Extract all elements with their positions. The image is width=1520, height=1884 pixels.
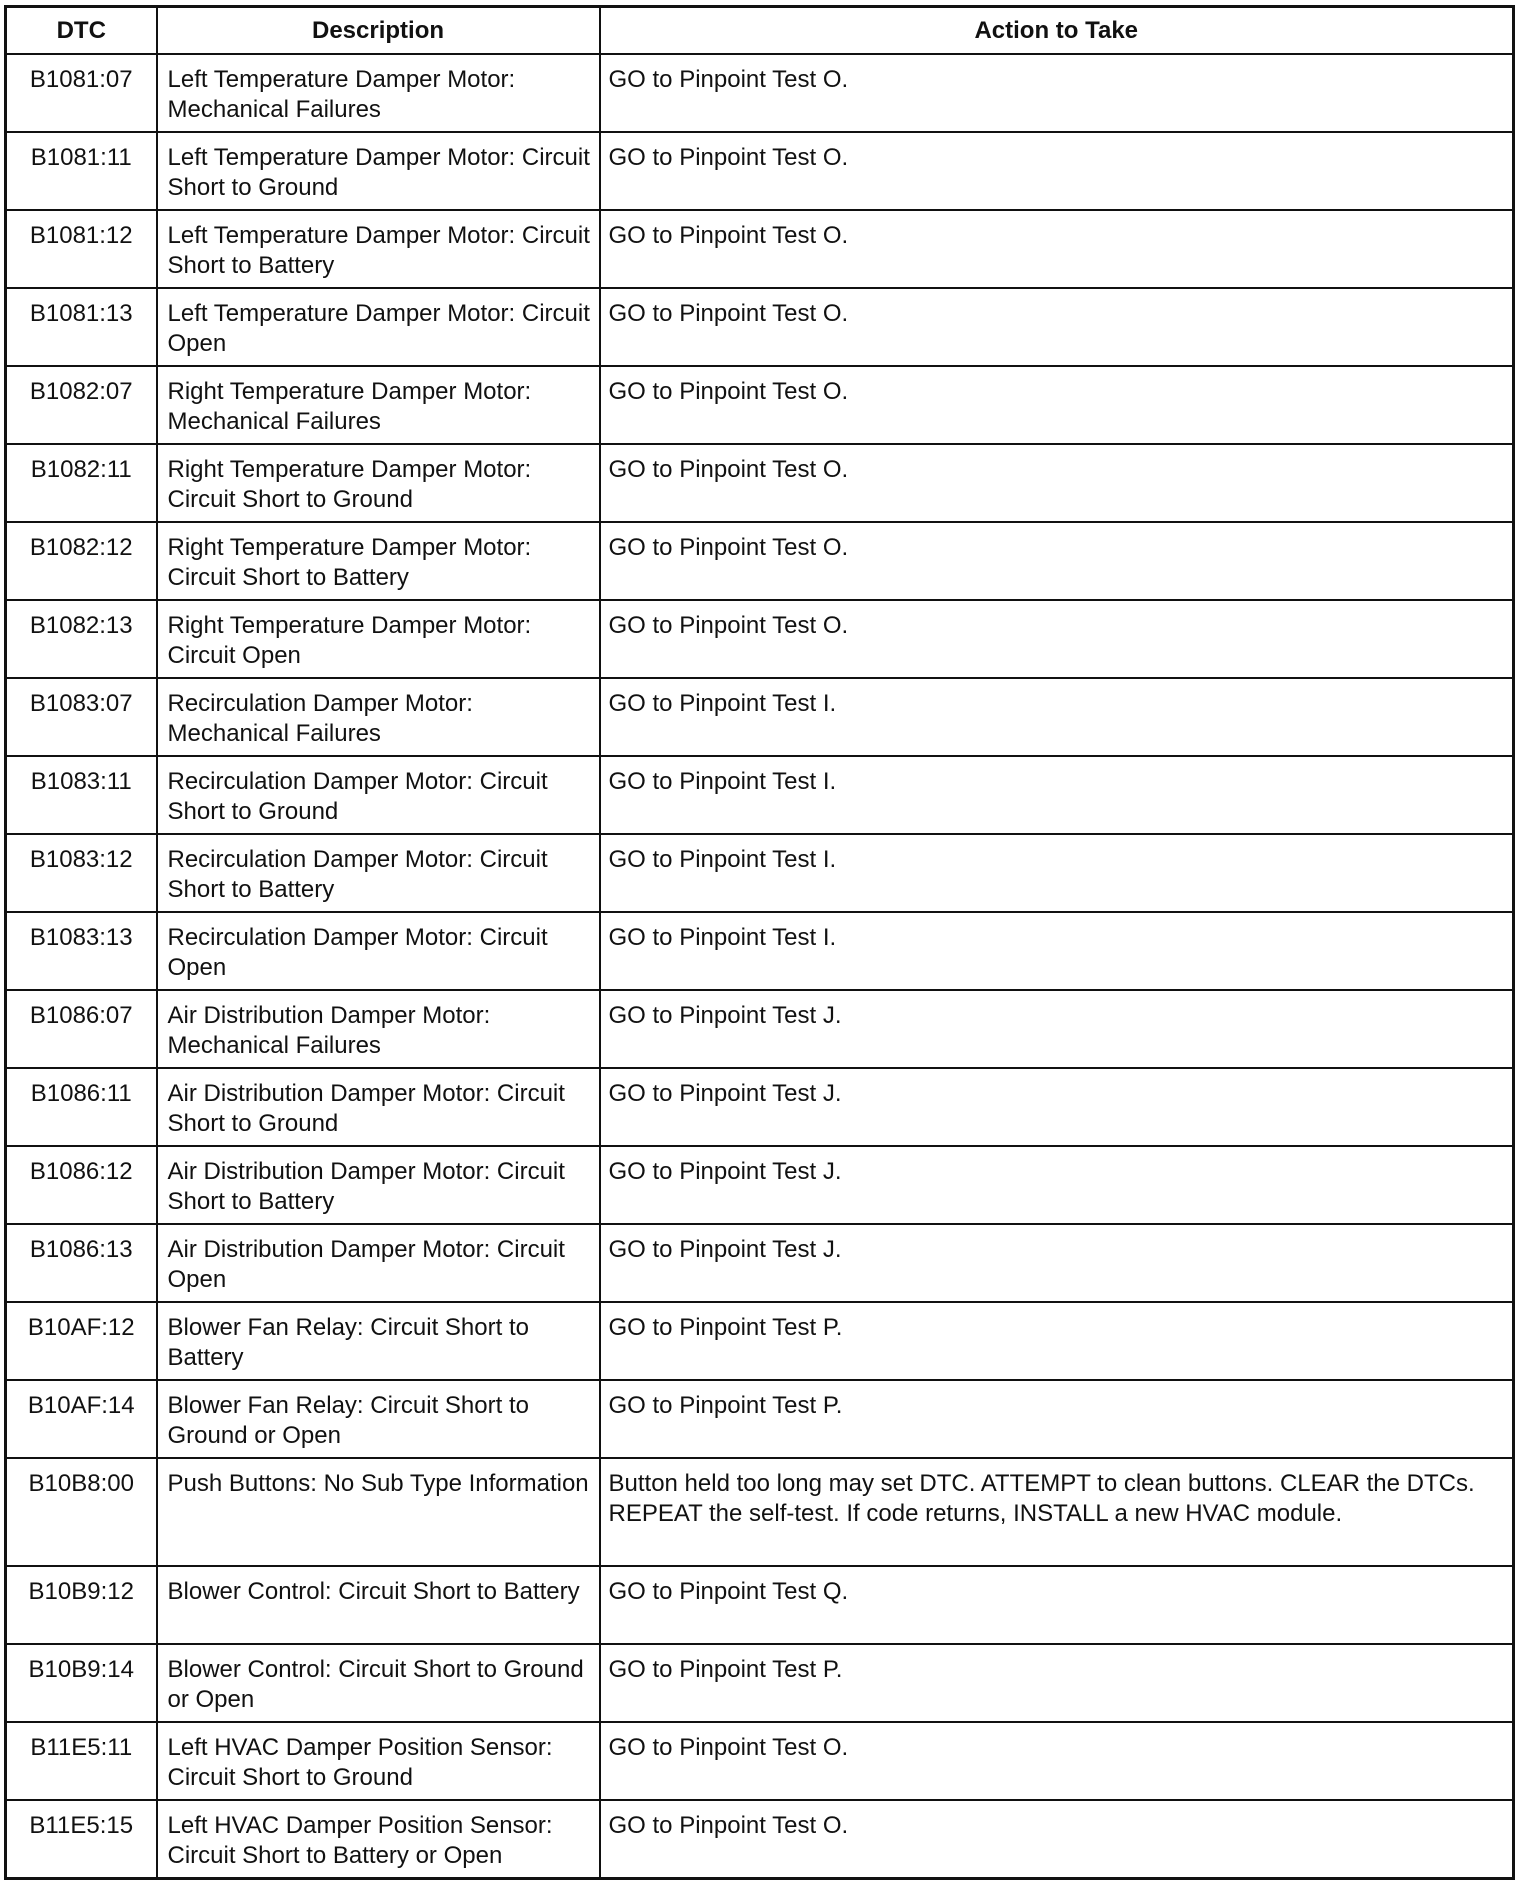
description-cell: Air Distribution Damper Motor: Circuit Short to Battery <box>157 1146 600 1224</box>
dtc-cell: B10B8:00 <box>6 1458 157 1566</box>
dtc-cell: B1086:11 <box>6 1068 157 1146</box>
dtc-table-container <box>4 5 1512 1880</box>
dtc-cell: B10AF:14 <box>6 1380 157 1458</box>
dtc-cell: B1081:07 <box>6 54 157 132</box>
description-cell: Right Temperature Damper Motor: Mechanical Failures <box>157 366 600 444</box>
description-cell: Left HVAC Damper Position Sensor: Circuit Short to Battery or Open <box>157 1800 600 1878</box>
description-cell: Recirculation Damper Motor: Circuit Short to Ground <box>157 756 600 834</box>
dtc-cell: B11E5:15 <box>6 1800 157 1878</box>
description-cell: Recirculation Damper Motor: Circuit Open <box>157 912 600 990</box>
action-cell: GO to Pinpoint Test O. <box>600 366 1514 444</box>
description-cell: Air Distribution Damper Motor: Circuit Short to Ground <box>157 1068 600 1146</box>
dtc-cell: B1083:13 <box>6 912 157 990</box>
table-row <box>6 1302 1514 1380</box>
action-cell: GO to Pinpoint Test J. <box>600 1224 1514 1302</box>
dtc-cell: B1086:13 <box>6 1224 157 1302</box>
table-row <box>6 1566 1514 1644</box>
table-row <box>6 1224 1514 1302</box>
table-row <box>6 132 1514 210</box>
description-cell: Recirculation Damper Motor: Mechanical Failures <box>157 678 600 756</box>
action-cell: GO to Pinpoint Test O. <box>600 522 1514 600</box>
column-header-dtc: DTC <box>6 7 157 55</box>
dtc-cell: B11E5:11 <box>6 1722 157 1800</box>
table-row <box>6 1068 1514 1146</box>
table-body <box>6 54 1514 1878</box>
table-header-row <box>6 7 1514 55</box>
dtc-cell: B1083:12 <box>6 834 157 912</box>
dtc-cell: B1082:13 <box>6 600 157 678</box>
description-cell: Left Temperature Damper Motor: Circuit Short to Battery <box>157 210 600 288</box>
table-row <box>6 1458 1514 1566</box>
action-cell: GO to Pinpoint Test O. <box>600 1800 1514 1878</box>
dtc-cell: B1083:07 <box>6 678 157 756</box>
dtc-table <box>4 5 1515 1880</box>
action-cell: GO to Pinpoint Test J. <box>600 1068 1514 1146</box>
action-cell: GO to Pinpoint Test O. <box>600 600 1514 678</box>
action-cell: GO to Pinpoint Test O. <box>600 54 1514 132</box>
action-cell: GO to Pinpoint Test I. <box>600 912 1514 990</box>
table-row <box>6 1722 1514 1800</box>
table-row <box>6 288 1514 366</box>
table-row <box>6 1146 1514 1224</box>
dtc-cell: B1081:13 <box>6 288 157 366</box>
dtc-cell: B1086:07 <box>6 990 157 1068</box>
description-cell: Right Temperature Damper Motor: Circuit Short to Ground <box>157 444 600 522</box>
column-header-description: Description <box>157 7 600 55</box>
action-cell: GO to Pinpoint Test J. <box>600 1146 1514 1224</box>
table-row <box>6 1380 1514 1458</box>
dtc-cell: B1081:11 <box>6 132 157 210</box>
dtc-cell: B1082:12 <box>6 522 157 600</box>
description-cell: Left Temperature Damper Motor: Circuit Open <box>157 288 600 366</box>
table-row <box>6 210 1514 288</box>
table-row <box>6 600 1514 678</box>
action-cell: GO to Pinpoint Test O. <box>600 210 1514 288</box>
description-cell: Air Distribution Damper Motor: Circuit Open <box>157 1224 600 1302</box>
action-cell: GO to Pinpoint Test P. <box>600 1644 1514 1722</box>
table-row <box>6 678 1514 756</box>
table-row <box>6 54 1514 132</box>
dtc-cell: B1086:12 <box>6 1146 157 1224</box>
action-cell: GO to Pinpoint Test P. <box>600 1380 1514 1458</box>
description-cell: Blower Fan Relay: Circuit Short to Ground or Open <box>157 1380 600 1458</box>
dtc-cell: B1081:12 <box>6 210 157 288</box>
description-cell: Blower Control: Circuit Short to Ground or Open <box>157 1644 600 1722</box>
description-cell: Push Buttons: No Sub Type Information <box>157 1458 600 1566</box>
description-cell: Right Temperature Damper Motor: Circuit Open <box>157 600 600 678</box>
action-cell: GO to Pinpoint Test O. <box>600 132 1514 210</box>
table-row <box>6 756 1514 834</box>
action-cell: GO to Pinpoint Test I. <box>600 678 1514 756</box>
dtc-cell: B1082:07 <box>6 366 157 444</box>
description-cell: Left Temperature Damper Motor: Circuit Short to Ground <box>157 132 600 210</box>
description-cell: Blower Fan Relay: Circuit Short to Battery <box>157 1302 600 1380</box>
action-cell: GO to Pinpoint Test O. <box>600 288 1514 366</box>
table-row <box>6 834 1514 912</box>
table-row <box>6 990 1514 1068</box>
action-cell: GO to Pinpoint Test J. <box>600 990 1514 1068</box>
description-cell: Left HVAC Damper Position Sensor: Circuit Short to Ground <box>157 1722 600 1800</box>
table-row <box>6 444 1514 522</box>
table-row <box>6 1800 1514 1878</box>
dtc-cell: B1083:11 <box>6 756 157 834</box>
dtc-cell: B1082:11 <box>6 444 157 522</box>
action-cell: GO to Pinpoint Test I. <box>600 834 1514 912</box>
dtc-cell: B10AF:12 <box>6 1302 157 1380</box>
action-cell: GO to Pinpoint Test I. <box>600 756 1514 834</box>
description-cell: Right Temperature Damper Motor: Circuit Short to Battery <box>157 522 600 600</box>
action-cell: GO to Pinpoint Test P. <box>600 1302 1514 1380</box>
description-cell: Blower Control: Circuit Short to Battery <box>157 1566 600 1644</box>
dtc-cell: B10B9:14 <box>6 1644 157 1722</box>
column-header-action: Action to Take <box>600 7 1514 55</box>
action-cell: GO to Pinpoint Test Q. <box>600 1566 1514 1644</box>
table-row <box>6 522 1514 600</box>
description-cell: Recirculation Damper Motor: Circuit Short to Battery <box>157 834 600 912</box>
action-cell: GO to Pinpoint Test O. <box>600 1722 1514 1800</box>
action-cell: GO to Pinpoint Test O. <box>600 444 1514 522</box>
table-row <box>6 1644 1514 1722</box>
description-cell: Left Temperature Damper Motor: Mechanical Failures <box>157 54 600 132</box>
table-row <box>6 912 1514 990</box>
description-cell: Air Distribution Damper Motor: Mechanical Failures <box>157 990 600 1068</box>
table-row <box>6 366 1514 444</box>
dtc-cell: B10B9:12 <box>6 1566 157 1644</box>
action-cell: Button held too long may set DTC. ATTEMPT to clean buttons. CLEAR the DTCs. REPEAT the self-test. If code returns, INSTALL a new HVAC module. <box>600 1458 1514 1566</box>
